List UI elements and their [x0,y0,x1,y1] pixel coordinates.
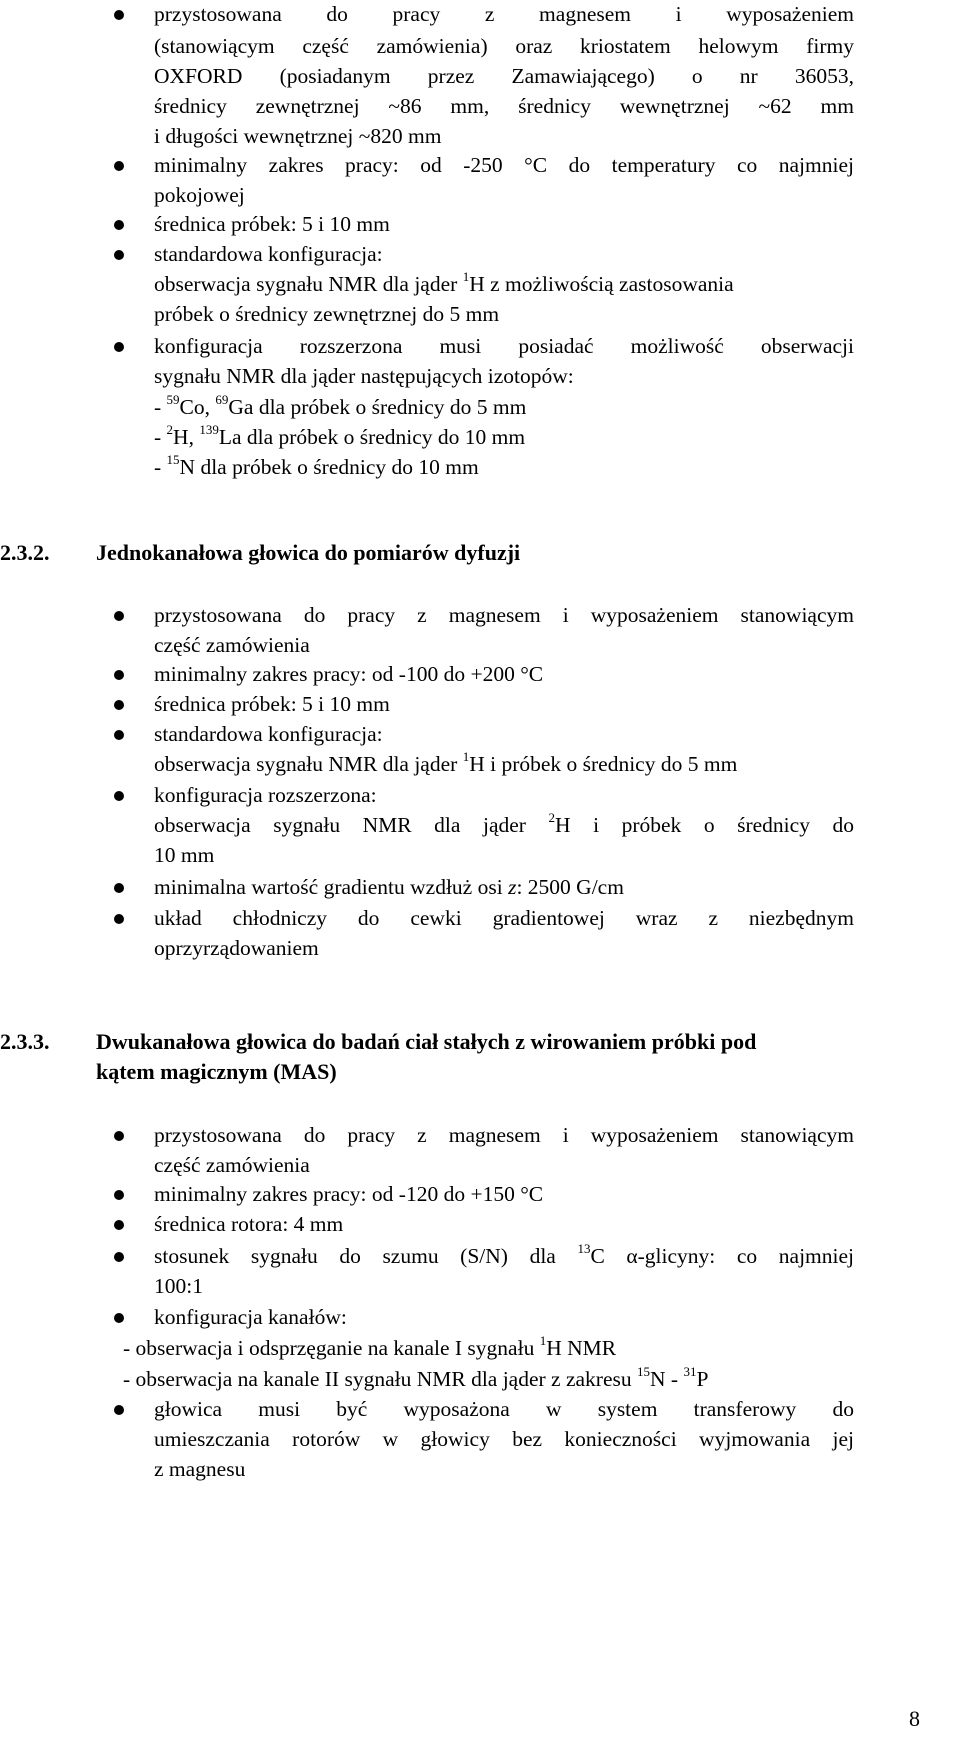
bullet [114,161,124,171]
bullet [114,1131,124,1141]
text-line: średnicy zewnętrznej ~86 mm, średnicy wewnętrznej ~62 mm [154,94,854,118]
text-line: próbek o średnicy zewnętrznej do 5 mm [154,302,500,326]
bullet [114,10,124,20]
section-heading: 2.3.3. Dwukanałowa głowica do badań ciał stałych z wirowaniem próbki pod [0,1029,757,1054]
text-line: średnica rotora: 4 mm [154,1212,344,1236]
text-line: stosunek sygnału do szumu (S/N) dla $^{13}$C α-glicyny: co najmniej [154,1240,854,1268]
text-line: część zamówienia [154,633,310,657]
text-line: minimalna wartość gradientu wzdłuż osi z: 2500 G/cm [154,875,624,899]
page-number: 8 [909,1706,920,1731]
text-line: i długości wewnętrznej ~820 mm [154,124,442,148]
text-line: 10 mm [154,843,215,867]
bullet [114,1313,124,1323]
section-heading: 2.3.2. Jednokanałowa głowica do pomiarów dyfuzji [0,540,521,565]
text-line: (stanowiącym część zamówienia) oraz kriostatem helowym firmy [154,34,854,58]
bullet [114,914,124,924]
bullet [114,1220,124,1230]
bullet [114,730,124,740]
text-line: minimalny zakres pracy: od -100 do +200 °C [154,662,544,686]
text-line: konfiguracja kanałów: [154,1305,347,1329]
bullet [114,250,124,260]
text-line: obserwacja sygnału NMR dla jąder $^1$H z możliwością zastosowania [154,268,734,296]
text-line: 100:1 [154,1274,203,1298]
text-line: OXFORD (posiadanym przez Zamawiającego) o nr 36053, [154,64,854,88]
bullet [114,342,124,352]
text-line: pokojowej [154,183,245,207]
text-line: obserwacja sygnału NMR dla jąder $^2$H i próbek o średnicy do [154,809,854,837]
text-line: standardowa konfiguracja: [154,722,383,746]
text-line: przystosowana do pracy z magnesem i wyposażeniem stanowiącym [154,603,854,627]
bullet [114,220,124,230]
text-line: średnica próbek: 5 i 10 mm [154,692,390,716]
bullet [114,791,124,801]
bullet [114,1405,124,1415]
bullet [114,700,124,710]
text-line: średnica próbek: 5 i 10 mm [154,212,390,236]
channel-line: - obserwacja na kanale II sygnału NMR dla jąder z zakresu $^{15}$N - $^{31}$P [123,1363,709,1391]
bullet [114,1252,124,1262]
bullet [114,670,124,680]
isotope-line: - $^2$H, $^{139}$La dla próbek o średnicy do 10 mm [154,421,526,449]
text-line: przystosowana do pracy z magnesem i wyposażeniem [154,2,854,26]
bullet [114,1190,124,1200]
section-heading-cont: kątem magicznym (MAS) [96,1059,337,1084]
channel-line: - obserwacja i odsprzęganie na kanale I sygnału $^1$H NMR [123,1332,617,1360]
text-line: umieszczania rotorów w głowicy bez konieczności wyjmowania jej [154,1427,854,1451]
text-line: z magnesu [154,1457,246,1481]
text-line: głowica musi być wyposażona w system transferowy do [154,1397,854,1421]
bullet [114,611,124,621]
text-line: konfiguracja rozszerzona musi posiadać możliwość obserwacji [154,334,854,358]
bullet [114,883,124,893]
text-line: minimalny zakres pracy: od -120 do +150 °C [154,1182,544,1206]
text-line: układ chłodniczy do cewki gradientowej wraz z niezbędnym [154,906,854,930]
text-line: sygnału NMR dla jąder następujących izotopów: [154,364,574,388]
text-line: część zamówienia [154,1153,310,1177]
text-line: konfiguracja rozszerzona: [154,783,377,807]
text-line: obserwacja sygnału NMR dla jąder $^1$H i próbek o średnicy do 5 mm [154,748,738,776]
text-line: oprzyrządowaniem [154,936,319,960]
isotope-line: - $^{15}$N dla próbek o średnicy do 10 mm [154,451,479,479]
isotope-line: - $^{59}$Co, $^{69}$Ga dla próbek o średnicy do 5 mm [154,391,527,419]
text-line: minimalny zakres pracy: od -250 °C do temperatury co najmniej [154,153,854,177]
text-line: przystosowana do pracy z magnesem i wyposażeniem stanowiącym [154,1123,854,1147]
text-line: standardowa konfiguracja: [154,242,383,266]
